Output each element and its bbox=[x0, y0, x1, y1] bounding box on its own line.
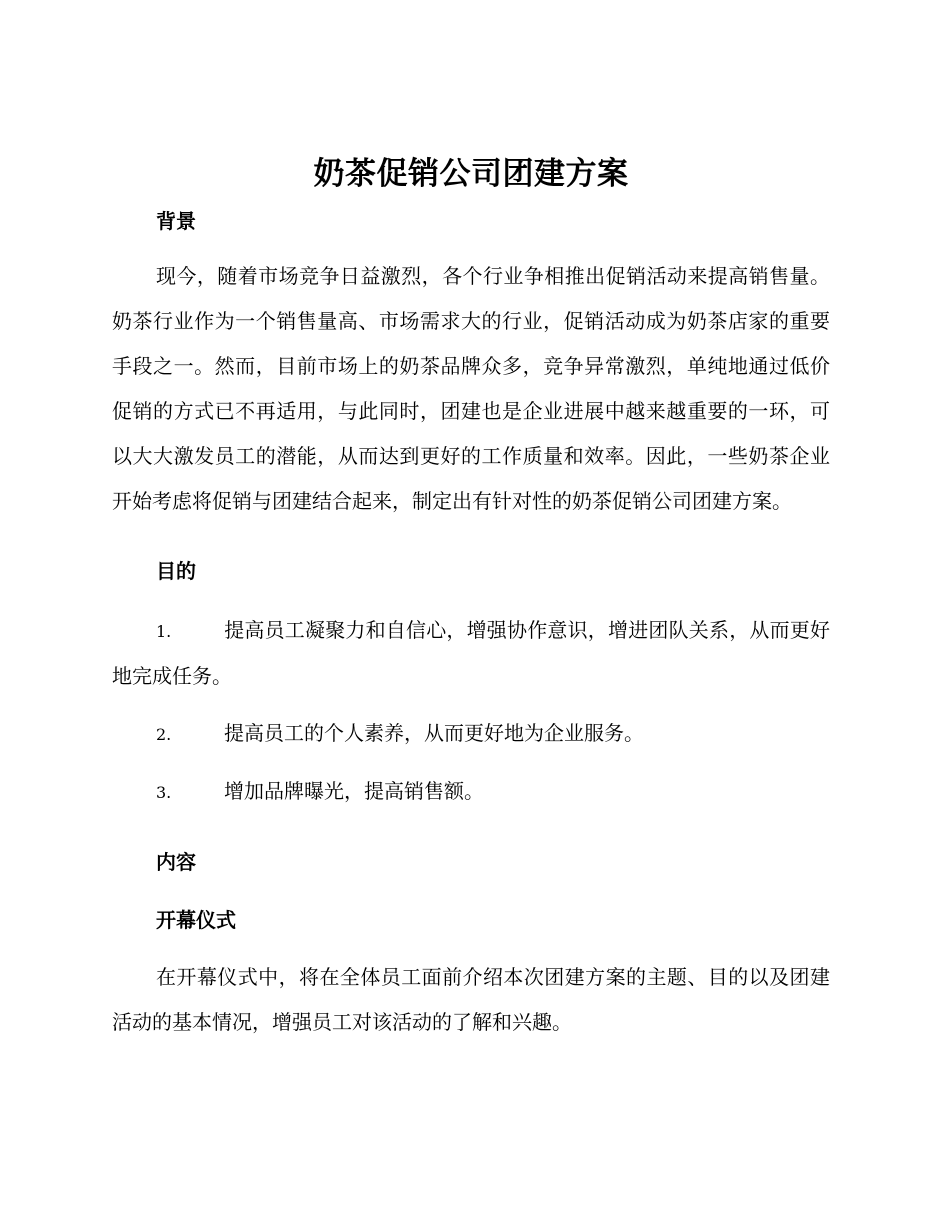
section-heading-goals: 目的 bbox=[156, 559, 196, 583]
opening-paragraph: 在开幕仪式中，将在全体员工面前介绍本次团建方案的主题、目的以及团建活动的基本情况，增强员工对该活动的了解和兴趣。 bbox=[112, 965, 830, 1034]
section-heading-opening: 开幕仪式 bbox=[156, 908, 236, 932]
list-item-text: 提高员工凝聚力和自信心，增强协作意识，增进团队关系，从而更好地完成任务。 bbox=[112, 618, 830, 688]
section-heading-content: 内容 bbox=[156, 850, 196, 874]
section-heading-background: 背景 bbox=[156, 209, 196, 233]
list-item-text: 增加品牌曝光，提高销售额。 bbox=[224, 779, 484, 803]
list-item-text: 提高员工的个人素养，从而更好地为企业服务。 bbox=[224, 721, 644, 745]
document-title: 奶茶促销公司团建方案 bbox=[313, 156, 629, 192]
goal-list-item bbox=[112, 711, 830, 757]
list-number: 3. bbox=[156, 783, 172, 802]
list-number: 2. bbox=[156, 725, 172, 744]
document-body bbox=[112, 150, 830, 1045]
list-number: 1. bbox=[156, 622, 172, 641]
goal-list-item bbox=[112, 769, 830, 815]
goal-list-item bbox=[112, 608, 830, 699]
background-paragraph: 现今，随着市场竞争日益激烈，各个行业争相推出促销活动来提高销售量。奶茶行业作为一个销售量高、市场需求大的行业，促销活动成为奶茶店家的重要手段之一。然而，目前市场上的奶茶品牌众多，竞争异常激烈，单纯地通过低价促销的方式已不再适用，与此同时，团建也是企业进展中越来越重要的一环，可以大大激发员工的潜能，从而达到更好的工作质量和效率。因此，一些奶茶企业开始考虑将促销与团建结合起来，制定出有针对性的奶茶促销公司团建方案。 bbox=[112, 264, 830, 513]
